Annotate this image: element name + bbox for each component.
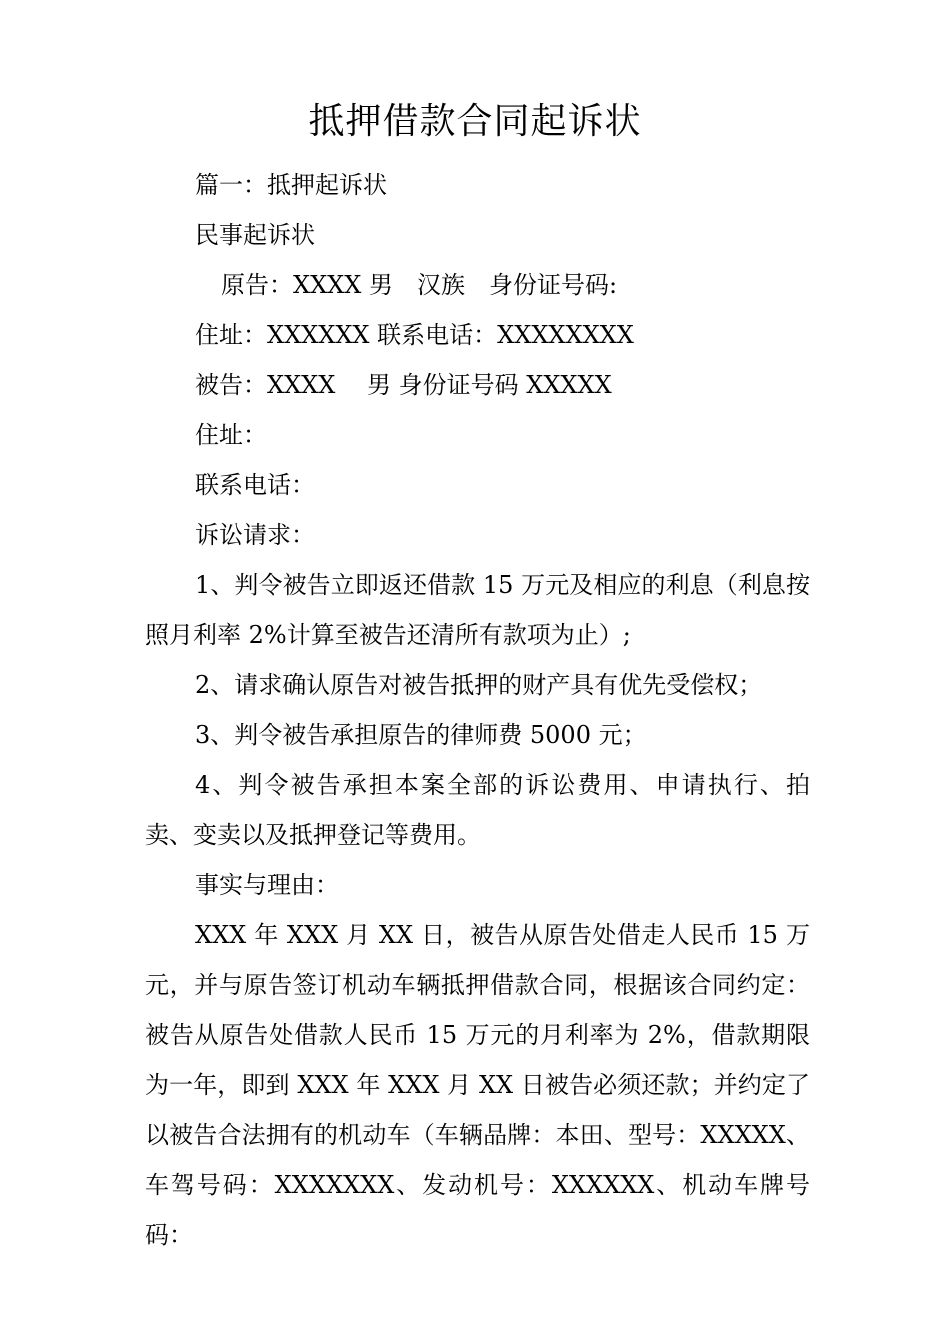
plaintiff-info: 原告：XXXX 男 汉族 身份证号码: bbox=[221, 271, 618, 299]
plaintiff-address: 住址：XXXXXX 联系电话：XXXXXXXX bbox=[195, 321, 634, 349]
claim-item: 1、判令被告立即返还借款 15 万元及相应的利息（利息按照月利率 2%计算至被告还清所有款项为止）; bbox=[145, 571, 810, 649]
defendant-info: 被告：XXXX 男 身份证号码 XXXXX bbox=[195, 371, 612, 399]
section-heading: 篇一：抵押起诉状 bbox=[195, 171, 387, 199]
facts-heading: 事实与理由： bbox=[195, 871, 339, 899]
facts-paragraph: XXX 年 XXX 月 XX 日，被告从原告处借走人民币 15 万元，并与原告签订机动车辆抵押借款合同，根据该合同约定：被告从原告处借款人民币 15 万元的月利率为 2%，借款期限为一年，即到 XXX 年 XXX 月 XX 日被告必须还款；并约定了以被告合法拥有的机动车（车辆品牌：本田、型号：XXXXX、车驾号码：XXXXXXX、发动机号：XXXXXX、机动车牌号码： bbox=[145, 921, 810, 1249]
defendant-address: 住址： bbox=[195, 421, 267, 449]
document-body bbox=[145, 160, 810, 1260]
claims-heading: 诉讼请求： bbox=[195, 521, 315, 549]
document-title: 抵押借款合同起诉状 bbox=[308, 101, 642, 142]
complaint-type: 民事起诉状 bbox=[195, 221, 315, 249]
defendant-phone: 联系电话： bbox=[195, 471, 315, 499]
claim-item: 4、判令被告承担本案全部的诉讼费用、申请执行、拍卖、变卖以及抵押登记等费用。 bbox=[145, 771, 810, 849]
claim-item: 2、请求确认原告对被告抵押的财产具有优先受偿权； bbox=[195, 671, 763, 699]
claim-item: 3、判令被告承担原告的律师费 5000 元； bbox=[195, 721, 647, 749]
